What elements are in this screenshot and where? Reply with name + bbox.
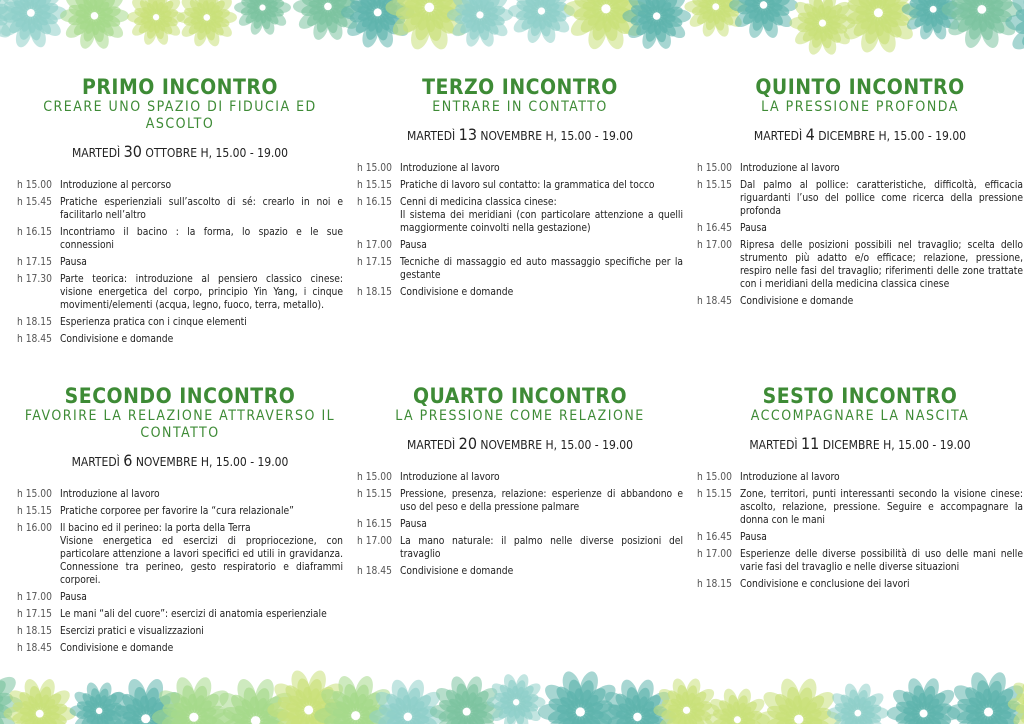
floral-border-top [0,0,1024,58]
schedule-time: h 18.45 [17,334,52,345]
schedule-description: Pausa [60,257,87,268]
schedule-list [695,162,1024,308]
date-hours: H, 15.00 - 19.00 [200,146,289,160]
schedule-description: Introduzione al lavoro [400,163,500,174]
session-title: PRIMO INCONTRO [82,75,278,99]
flower [177,0,237,48]
schedule-description: Condivisione e domande [400,287,514,298]
schedule-time: h 15.15 [357,489,392,500]
session-date [355,436,685,453]
schedule-time: h 15.45 [17,197,52,208]
schedule-description: Condivisione e domande [60,334,174,345]
schedule-list [695,471,1024,591]
schedule-time: h 17.15 [17,609,52,620]
schedule-time: h 15.15 [697,180,732,191]
session-block [15,385,345,659]
flower [234,0,291,36]
flower [887,676,961,724]
schedule-row [15,196,345,222]
schedule-description: Zone, territori, punti interessanti secondo la visione cinese: ascolto, relazione, pressione. Seguire e accompagnare la donna con le mani [740,489,1023,526]
session-block [15,76,345,350]
schedule-row [15,179,345,192]
date-hours: H, 15.00 - 19.00 [545,438,633,452]
schedule-row [355,286,685,299]
date-weekday: MARTEDÌ [71,455,120,469]
date-month: NOVEMBRE [480,438,543,452]
schedule-row [15,642,345,655]
flower [729,0,798,40]
schedule-description: Introduzione al lavoro [400,472,500,483]
schedule-row [695,222,1024,235]
schedule-time: h 16.15 [17,227,52,238]
flower [947,670,1024,724]
flower [487,673,546,724]
schedule-description: Condivisione e domande [740,296,854,307]
date-weekday: MARTEDÌ [71,146,121,160]
schedule-time: h 17.00 [697,240,732,251]
schedule-row [695,239,1024,291]
schedule-description: Ripresa delle posizioni possibili nel travaglio; scelta dello strumento più adatto e/o efficace; relazione, pressione, respiro nelle fasi del travaglio; riferimenti delle zone trattate con i meridiani della medicina classica cinese [740,240,1023,290]
schedule-row [355,196,685,235]
schedule-description: Introduzione al percorso [60,180,172,191]
schedule-description: Condivisione e domande [400,566,514,577]
session-title: SECONDO INCONTRO [64,384,296,408]
schedule-time: h 15.00 [697,472,732,483]
schedule-row [15,522,345,587]
session-title: QUARTO INCONTRO [412,384,628,408]
flower [0,0,67,49]
session-title: SESTO INCONTRO [762,384,958,408]
flower [447,0,513,48]
schedule-row [15,273,345,312]
session-block [695,385,1024,595]
schedule-row [695,578,1024,591]
schedule-row [15,256,345,269]
schedule-description: Pausa [400,519,427,530]
schedule-description: Introduzione al lavoro [60,489,160,500]
schedule-time: h 18.45 [357,566,392,577]
session-subtitle: LA PRESSIONE PROFONDA [761,99,959,115]
schedule-time: h 18.45 [697,296,732,307]
date-day: 11 [801,434,820,453]
schedule-description: La mano naturale: il palmo nelle diverse posizioni del travaglio [400,536,683,560]
schedule-row [695,548,1024,574]
schedule-time: h 17.00 [357,536,392,547]
date-day: 4 [805,125,815,144]
schedule-time: h 15.15 [357,180,392,191]
date-weekday: MARTEDÌ [407,129,456,143]
flower [827,682,889,724]
schedule-description: Pausa [400,240,427,251]
flower [127,0,185,46]
schedule-row [15,226,345,252]
session-subtitle: LA PRESSIONE COME RELAZIONE [395,408,645,424]
schedule-description: Condivisione e domande [60,643,174,654]
flower [60,0,129,51]
session-date [695,127,1024,144]
session-date [355,127,685,144]
session-block [695,76,1024,312]
date-weekday: MARTEDÌ [407,438,456,452]
schedule-row [15,505,345,518]
schedule-row [15,488,345,501]
schedule-row [695,488,1024,527]
schedule-time: h 15.00 [357,163,392,174]
schedule-time: h 15.00 [697,163,732,174]
schedule-time: h 16.45 [697,532,732,543]
schedule-time: h 18.45 [17,643,52,654]
schedule-description: Condivisione e conclusione dei lavori [740,579,910,590]
schedule-description: Introduzione al lavoro [740,163,840,174]
schedule-list [355,471,685,578]
date-month: DICEMBRE [818,129,876,143]
date-weekday: MARTEDÌ [749,438,798,452]
session-block [355,385,685,582]
schedule-time: h 17.00 [697,549,732,560]
schedule-time: h 18.15 [697,579,732,590]
schedule-row [695,471,1024,484]
schedule-row [15,333,345,346]
schedule-description: Esperienze delle diverse possibilità di uso delle mani nelle varie fasi del travaglio e nelle diverse situazioni [740,549,1023,573]
session-subtitle: ACCOMPAGNARE LA NASCITA [750,408,970,424]
schedule-row [355,239,685,252]
schedule-time: h 18.15 [17,626,52,637]
schedule-row [355,471,685,484]
schedule-row [15,608,345,621]
schedule-time: h 16.15 [357,197,392,208]
session-subtitle: CREARE UNO SPAZIO DI FIDUCIA ED ASCOLTO [43,99,317,132]
session-date [15,453,345,470]
schedule-row [355,565,685,578]
schedule-description: Pressione, presenza, relazione: esperienze di abbandono e uso del peso e della pressione palmare [400,489,683,513]
schedule-list [355,162,685,299]
schedule-description: Pausa [740,532,767,543]
session-date [695,436,1024,453]
schedule-description: Tecniche di massaggio ed auto massaggio specifiche per la gestante [400,257,683,281]
schedule-time: h 17.15 [17,257,52,268]
schedule-row [355,256,685,282]
schedule-time: h 17.30 [17,274,52,285]
schedule-description: Il bacino ed il perineo: la porta della Terra Visione energetica ed esercizi di propriocezione, con particolare attenzione a lavori specifici ed utili in gravidanza. Connessione tra perineo, gesto respiratorio e diaframmi corporei. [60,523,343,586]
schedule-description: Le mani “ali del cuore”: esercizi di anatomia esperienziale [60,609,327,620]
schedule-time: h 15.15 [697,489,732,500]
schedule-description: Esperienza pratica con i cinque elementi [60,317,247,328]
schedule-list [15,179,345,346]
flower [756,676,841,724]
floral-border-bottom [0,660,1024,724]
schedule-description: Incontriamo il bacino : la forma, lo spazio e le sue connessioni [60,227,343,251]
floral-border-top-art [0,0,1024,58]
date-month: DICEMBRE [822,438,880,452]
schedule-description: Esercizi pratici e visualizzazioni [60,626,204,637]
schedule-time: h 15.00 [17,180,52,191]
schedule-row [695,295,1024,308]
session-block [355,76,685,303]
session-subtitle: ENTRARE IN CONTATTO [432,99,608,115]
schedule-description: Pratiche di lavoro sul contatto: la grammatica del tocco [400,180,655,191]
session-title: TERZO INCONTRO [422,75,618,99]
schedule-row [695,531,1024,544]
schedule-time: h 15.00 [357,472,392,483]
schedule-description: Introduzione al lavoro [740,472,840,483]
session-title: QUINTO INCONTRO [755,75,965,99]
schedule-row [695,179,1024,218]
schedule-row [15,316,345,329]
schedule-description: Pratiche esperienziali sull’ascolto di sé: crearlo in noi e facilitarlo nell’altro [60,197,343,221]
date-hours: H, 15.00 - 19.00 [878,129,967,143]
schedule-time: h 18.15 [17,317,52,328]
schedule-row [355,162,685,175]
schedule-row [355,488,685,514]
schedule-time: h 17.00 [17,592,52,603]
schedule-row [355,179,685,192]
schedule-time: h 17.00 [357,240,392,251]
schedule-row [695,162,1024,175]
floral-border-bottom-art [0,660,1024,724]
schedule-time: h 16.15 [357,519,392,530]
date-month: NOVEMBRE [135,455,198,469]
schedule-description: Parte teorica: introduzione al pensiero classico cinese: visione energetica del corpo, principio Yin Yang, i cinque movimenti/elementi (acqua, legno, fuoco, terra, metallo). [60,274,343,311]
date-hours: H, 15.00 - 19.00 [545,129,633,143]
schedule-row [355,518,685,531]
date-day: 6 [123,451,133,470]
date-month: OTTOBRE [145,146,198,160]
schedule-row [15,591,345,604]
date-month: NOVEMBRE [480,129,543,143]
schedule-time: h 15.15 [17,506,52,517]
schedule-time: h 18.15 [357,287,392,298]
schedule-time: h 15.00 [17,489,52,500]
date-day: 30 [123,142,142,161]
schedule-row [15,625,345,638]
date-hours: H, 15.00 - 19.00 [200,455,289,469]
date-day: 20 [458,434,477,453]
schedule-description: Pausa [740,223,767,234]
schedule-time: h 16.00 [17,523,52,534]
schedule-description: Dal palmo al pollice: caratteristiche, difficoltà, efficacia riguardanti l’uso del pollice come ricerca della pressione profonda [740,180,1023,217]
schedule-description: Pratiche corporee per favorire la “cura relazionale” [60,506,294,517]
schedule-time: h 17.15 [357,257,392,268]
schedule-row [355,535,685,561]
date-weekday: MARTEDÌ [753,129,803,143]
schedule-list [15,488,345,655]
session-subtitle: FAVORIRE LA RELAZIONE ATTRAVERSO IL CONTATTO [24,408,336,441]
schedule-description: Pausa [60,592,87,603]
session-date [15,144,345,161]
date-day: 13 [458,125,477,144]
schedule-description: Cenni di medicina classica cinese: Il sistema dei meridiani (con particolare attenzione a quelli maggiormente coinvolti nella gestazione) [400,197,683,234]
date-hours: H, 15.00 - 19.00 [883,438,971,452]
schedule-time: h 16.45 [697,223,732,234]
